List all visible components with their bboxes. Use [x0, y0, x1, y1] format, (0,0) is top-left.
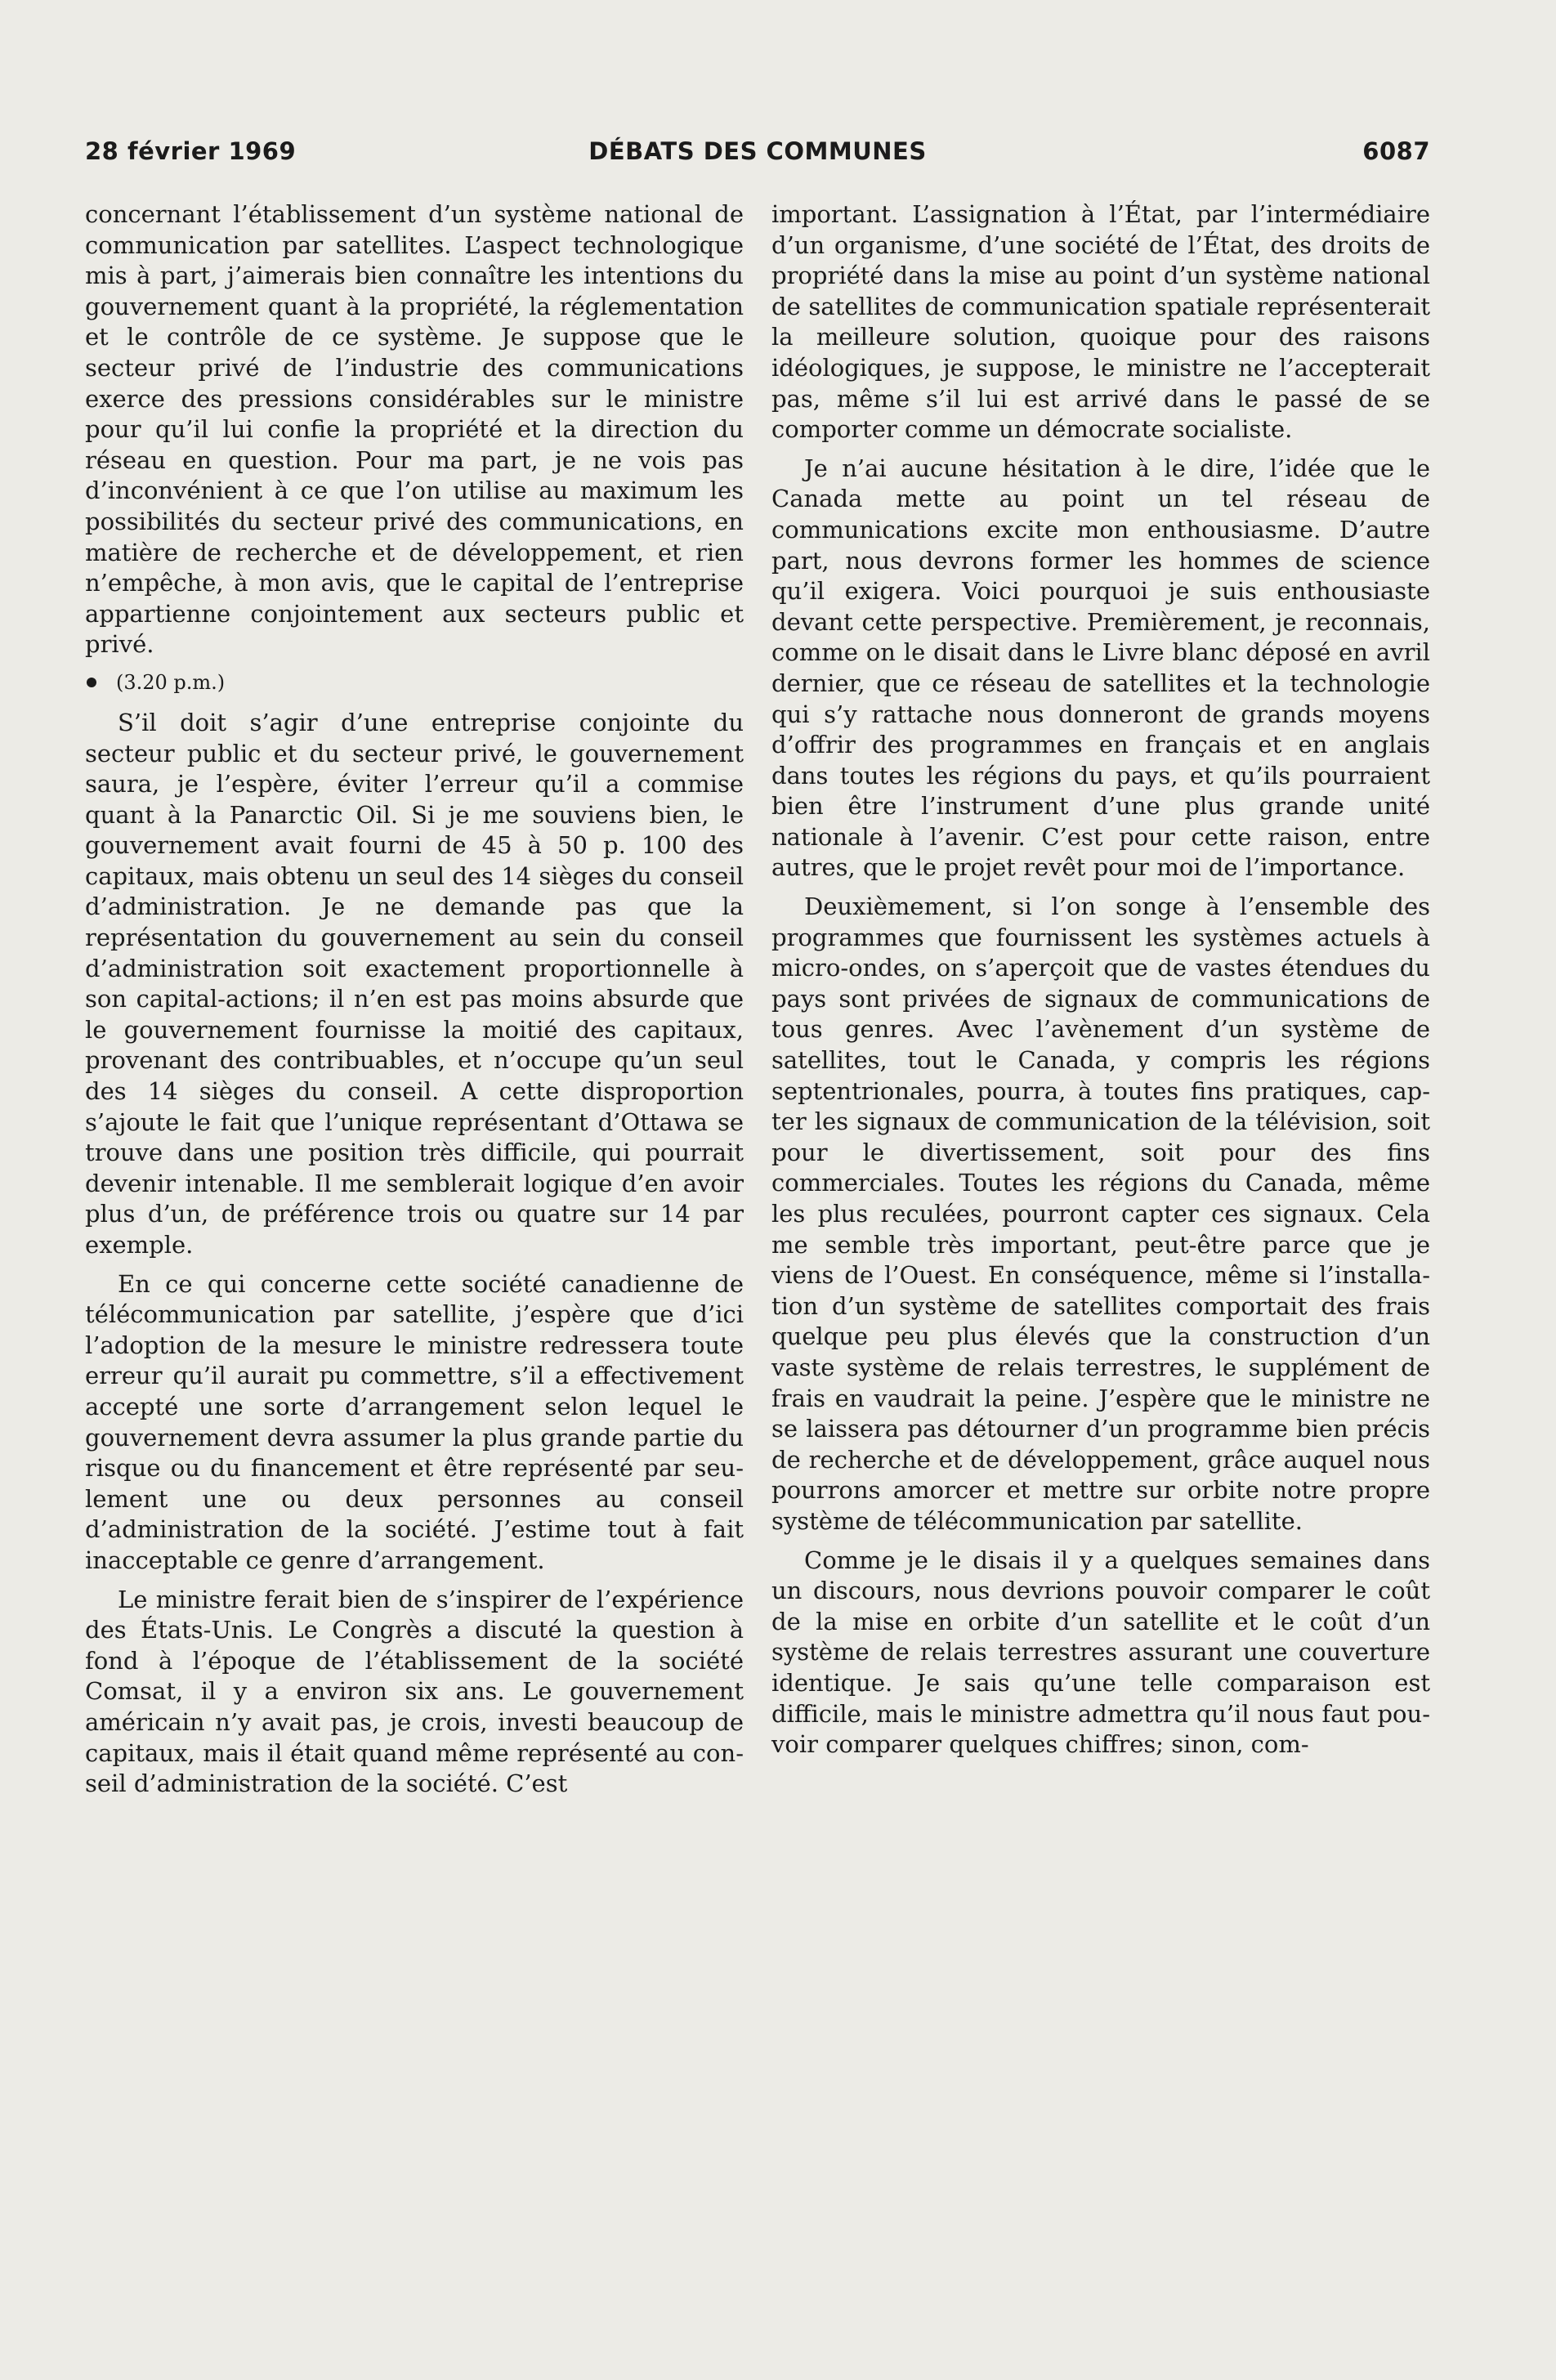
paragraph: S’il doit s’agir d’une entreprise conjointe du secteur public et du secteur privé, le gouvernement saura, je l’espère, éviter l’erreur qu’il a commise quant à la Panarctic Oil. Si je me souviens bien, le gouvernement avait fourni de 45 à 50 p. 100 des capitaux, mais obtenu un seul des 14 sièges du conseil d’administration. Je ne demande pas que la représentation du gouvernement au sein du conseil d’administration soit exactement proportionnelle à son capital-actions; il n’en est pas moins absurde que le gouvernement fournisse la moitié des capitaux, provenant des contribuables, et n’occupe qu’un seul des 14 sièges du conseil. A cette disproportion s’ajoute le fait que l’unique représentant d’Ottawa se trouve dans une position très difficile, qui pourrait devenir intenable. Il me semblerait logique d’en avoir plus d’un, de préférence trois ou quatre sur 14 par exemple.	[85, 708, 744, 1259]
paragraph: concernant l’établissement d’un système national de communication par satellites. L’aspect technologique mis à part, j’aimerais bien connaître les intentions du gouvernement quant à la propriété, la réglementation et le contrôle de ce système. Je suppose que le secteur privé de l’industrie des communications exerce des pressions considérables sur le ministre pour qu’il lui confie la propriété et la direction du réseau en question. Pour ma part, je ne vois pas d’inconvénient à ce que l’on utilise au maximum les possibilités du secteur privé des communications, en matière de recherche et de développement, et rien n’empêche, à mon avis, que le capital de l’entreprise appartienne conjointement aux secteurs public et privé.	[85, 200, 744, 659]
paragraph: Deuxièmement, si l’on songe à l’ensemble des programmes que fournissent les systèmes actuels à micro-ondes, on s’aperçoit que de vastes étendues du pays sont privées de signaux de communications de tous genres. Avec l’avènement d’un système de satellites, tout le Canada, y compris les régions septentrionales, pourra, à toutes fins pratiques, capter les signaux de communication de la télévision, soit pour le divertissement, soit pour des fins commerciales. Toutes les régions du Canada, même les plus reculées, pourront capter ces signaux. Cela me semble très important, peut-être parce que je viens de l’Ouest. En conséquence, même si l’installation d’un système de satellites comportait des frais quelque peu plus élevés que la construction d’un vaste système de relais terrestres, le supplément de frais en vaudrait la peine. J’espère que le ministre ne se laissera pas détourner d’un programme bien précis de recherche et de développement, grâce auquel nous pourrons amorcer et mettre sur orbite notre propre système de télécommunication par satellite.	[771, 892, 1430, 1535]
header-date: 28 février 1969	[85, 137, 297, 165]
left-column	[85, 199, 744, 1808]
paragraph: En ce qui concerne cette société canadienne de télécommunication par satellite, j’espère que d’ici l’adoption de la mesure le ministre redressera toute erreur qu’il aurait pu commettre, s’il a effectivement accepté une sorte d’arrangement selon lequel le gouvernement devra assumer la plus grande partie du risque ou du financement et être représenté par seulement une ou deux personnes au conseil d’administration de la société. J’estime tout à fait inacceptable ce genre d’arrangement.	[85, 1269, 744, 1574]
page-number: 6087	[1362, 137, 1430, 165]
paragraph: Le ministre ferait bien de s’inspirer de l’expérience des États-Unis. Le Congrès a discuté la question à fond à l’époque de l’établissement de la société Comsat, il y a environ six ans. Le gouvernement américain n’y avait pas, je crois, investi beaucoup de capitaux, mais il était quand même représenté au conseil d’administration de la société. C’est	[85, 1585, 744, 1798]
bullet-icon	[87, 678, 96, 687]
paragraph: Je n’ai aucune hésitation à le dire, l’idée que le Canada mette au point un tel réseau de communications excite mon enthousiasme. D’autre part, nous devrons former les hommes de science qu’il exigera. Voici pourquoi je suis enthousiaste devant cette perspective. Premièrement, je reconnais, comme on le disait dans le Livre blanc déposé en avril dernier, que ce réseau de satellites et la technologie qui s’y rattache nous donneront de grands moyens d’offrir des programmes en français et en anglais dans toutes les régions du pays, et qu’ils pourraient bien être l’instrument d’une plus grande unité nationale à l’avenir. C’est pour cette raison, entre autres, que le projet revêt pour moi de l’importance.	[771, 454, 1430, 882]
page-header	[85, 137, 1430, 173]
paragraph: Comme je le disais il y a quelques semaines dans un discours, nous devrions pouvoir comparer le coût de la mise en orbite d’un satellite et le coût d’un système de relais terrestres assurant une couverture identique. Je sais qu’une telle comparaison est difficile, mais le ministre admettra qu’il nous faut pouvoir comparer quelques chiffres; sinon, com-	[771, 1546, 1430, 1759]
right-column	[771, 199, 1430, 1769]
time-marker-text: (3.20 p.m.)	[116, 670, 226, 694]
paragraph: important. L’assignation à l’État, par l’intermédiaire d’un organisme, d’une société de l’État, des droits de propriété dans la mise au point d’un système national de satellites de communication spatiale représenterait la meilleure solution, quoique pour des raisons idéologiques, je suppose, le ministre ne l’accepterait pas, même s’il lui est arrivé dans le passé de se comporter comme un démocrate socialiste.	[771, 200, 1430, 444]
time-marker	[85, 670, 744, 695]
header-title: DÉBATS DES COMMUNES	[588, 137, 927, 165]
